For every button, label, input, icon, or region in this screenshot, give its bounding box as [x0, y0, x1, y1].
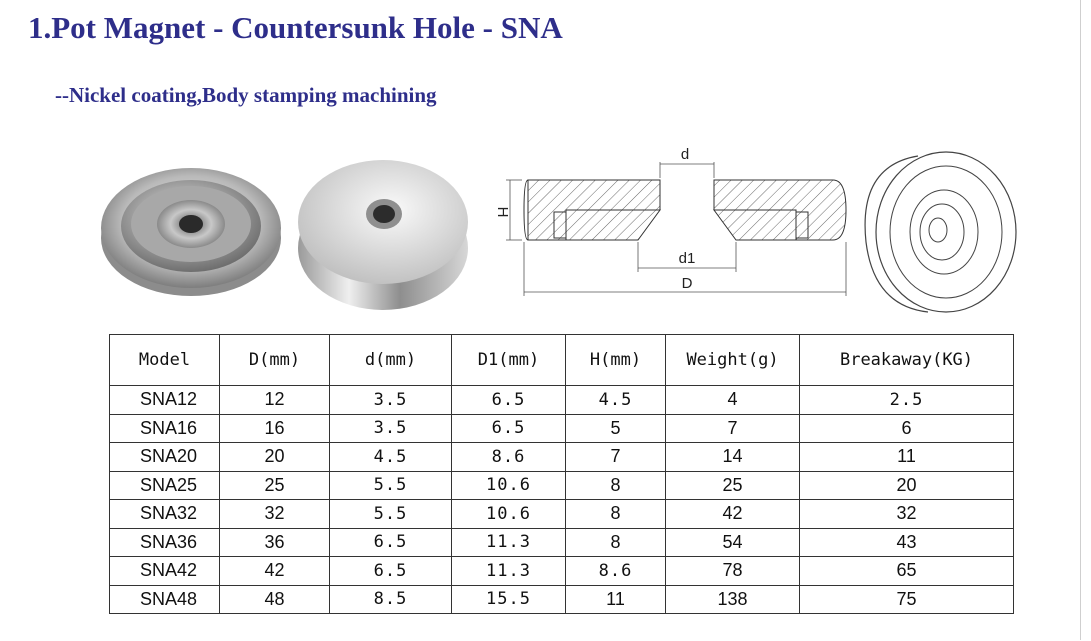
cell-weight: 138 [666, 585, 800, 614]
cell-model: SNA25 [110, 471, 220, 500]
cell-breakaway: 20 [800, 471, 1014, 500]
header-h: H(mm) [566, 335, 666, 386]
cell-model: SNA36 [110, 528, 220, 557]
table-row [110, 585, 1014, 614]
spec-table [109, 334, 1014, 614]
dim-label-d1: d1 [678, 250, 696, 267]
cell-model: SNA12 [110, 386, 220, 415]
cell-h: 8 [566, 528, 666, 557]
cell-d1: 15.5 [452, 585, 566, 614]
table-row [110, 557, 1014, 586]
cell-d-hole: 4.5 [330, 443, 452, 472]
page-title: 1.Pot Magnet - Countersunk Hole - SNA [28, 10, 563, 45]
cell-d-outer: 16 [220, 414, 330, 443]
header-breakaway: Breakaway(KG) [800, 335, 1014, 386]
table-row [110, 471, 1014, 500]
dim-label-big-d: D [681, 275, 693, 292]
cell-d-outer: 48 [220, 585, 330, 614]
cell-d-outer: 36 [220, 528, 330, 557]
cell-h: 5 [566, 414, 666, 443]
cell-d1: 6.5 [452, 386, 566, 415]
cell-h: 8.6 [566, 557, 666, 586]
cell-d-outer: 12 [220, 386, 330, 415]
cell-breakaway: 2.5 [800, 386, 1014, 415]
cell-h: 4.5 [566, 386, 666, 415]
cell-d-hole: 5.5 [330, 500, 452, 529]
table-row [110, 528, 1014, 557]
cell-d-hole: 3.5 [330, 386, 452, 415]
cell-h: 11 [566, 585, 666, 614]
cell-d-outer: 32 [220, 500, 330, 529]
cell-d-outer: 20 [220, 443, 330, 472]
cell-d1: 8.6 [452, 443, 566, 472]
cell-d-outer: 25 [220, 471, 330, 500]
cell-model: SNA20 [110, 443, 220, 472]
cell-model: SNA42 [110, 557, 220, 586]
page-subtitle: --Nickel coating,Body stamping machining [55, 83, 437, 107]
cell-model: SNA16 [110, 414, 220, 443]
cell-h: 7 [566, 443, 666, 472]
header-d-outer: D(mm) [220, 335, 330, 386]
cross-section-drawing [488, 140, 860, 300]
cell-breakaway: 43 [800, 528, 1014, 557]
cell-h: 8 [566, 471, 666, 500]
cell-weight: 7 [666, 414, 800, 443]
table-row [110, 500, 1014, 529]
header-d1: D1(mm) [452, 335, 566, 386]
cell-weight: 54 [666, 528, 800, 557]
cell-breakaway: 32 [800, 500, 1014, 529]
header-weight: Weight(g) [666, 335, 800, 386]
cell-h: 8 [566, 500, 666, 529]
cell-d1: 6.5 [452, 414, 566, 443]
cell-model: SNA32 [110, 500, 220, 529]
table-header-row [110, 335, 1014, 386]
cell-breakaway: 65 [800, 557, 1014, 586]
cell-d-hole: 3.5 [330, 414, 452, 443]
cell-d-hole: 6.5 [330, 528, 452, 557]
cell-weight: 14 [666, 443, 800, 472]
cell-weight: 25 [666, 471, 800, 500]
cell-d-hole: 8.5 [330, 585, 452, 614]
table-row [110, 414, 1014, 443]
table-row [110, 386, 1014, 415]
cell-model: SNA48 [110, 585, 220, 614]
cell-d1: 11.3 [452, 557, 566, 586]
dim-label-d: d [680, 146, 690, 163]
magnet-bottom-photo [296, 150, 470, 315]
header-model: Model [110, 335, 220, 386]
header-d-hole: d(mm) [330, 335, 452, 386]
cell-weight: 42 [666, 500, 800, 529]
cell-d-outer: 42 [220, 557, 330, 586]
perspective-outline-drawing [858, 146, 1024, 316]
cell-weight: 78 [666, 557, 800, 586]
dim-label-h: H [494, 206, 511, 218]
table-row [110, 443, 1014, 472]
cell-d1: 10.6 [452, 471, 566, 500]
cell-breakaway: 11 [800, 443, 1014, 472]
cell-weight: 4 [666, 386, 800, 415]
cell-breakaway: 75 [800, 585, 1014, 614]
cell-d1: 11.3 [452, 528, 566, 557]
cell-d-hole: 5.5 [330, 471, 452, 500]
cell-d-hole: 6.5 [330, 557, 452, 586]
magnet-top-photo [96, 150, 286, 300]
cell-d1: 10.6 [452, 500, 566, 529]
cell-breakaway: 6 [800, 414, 1014, 443]
